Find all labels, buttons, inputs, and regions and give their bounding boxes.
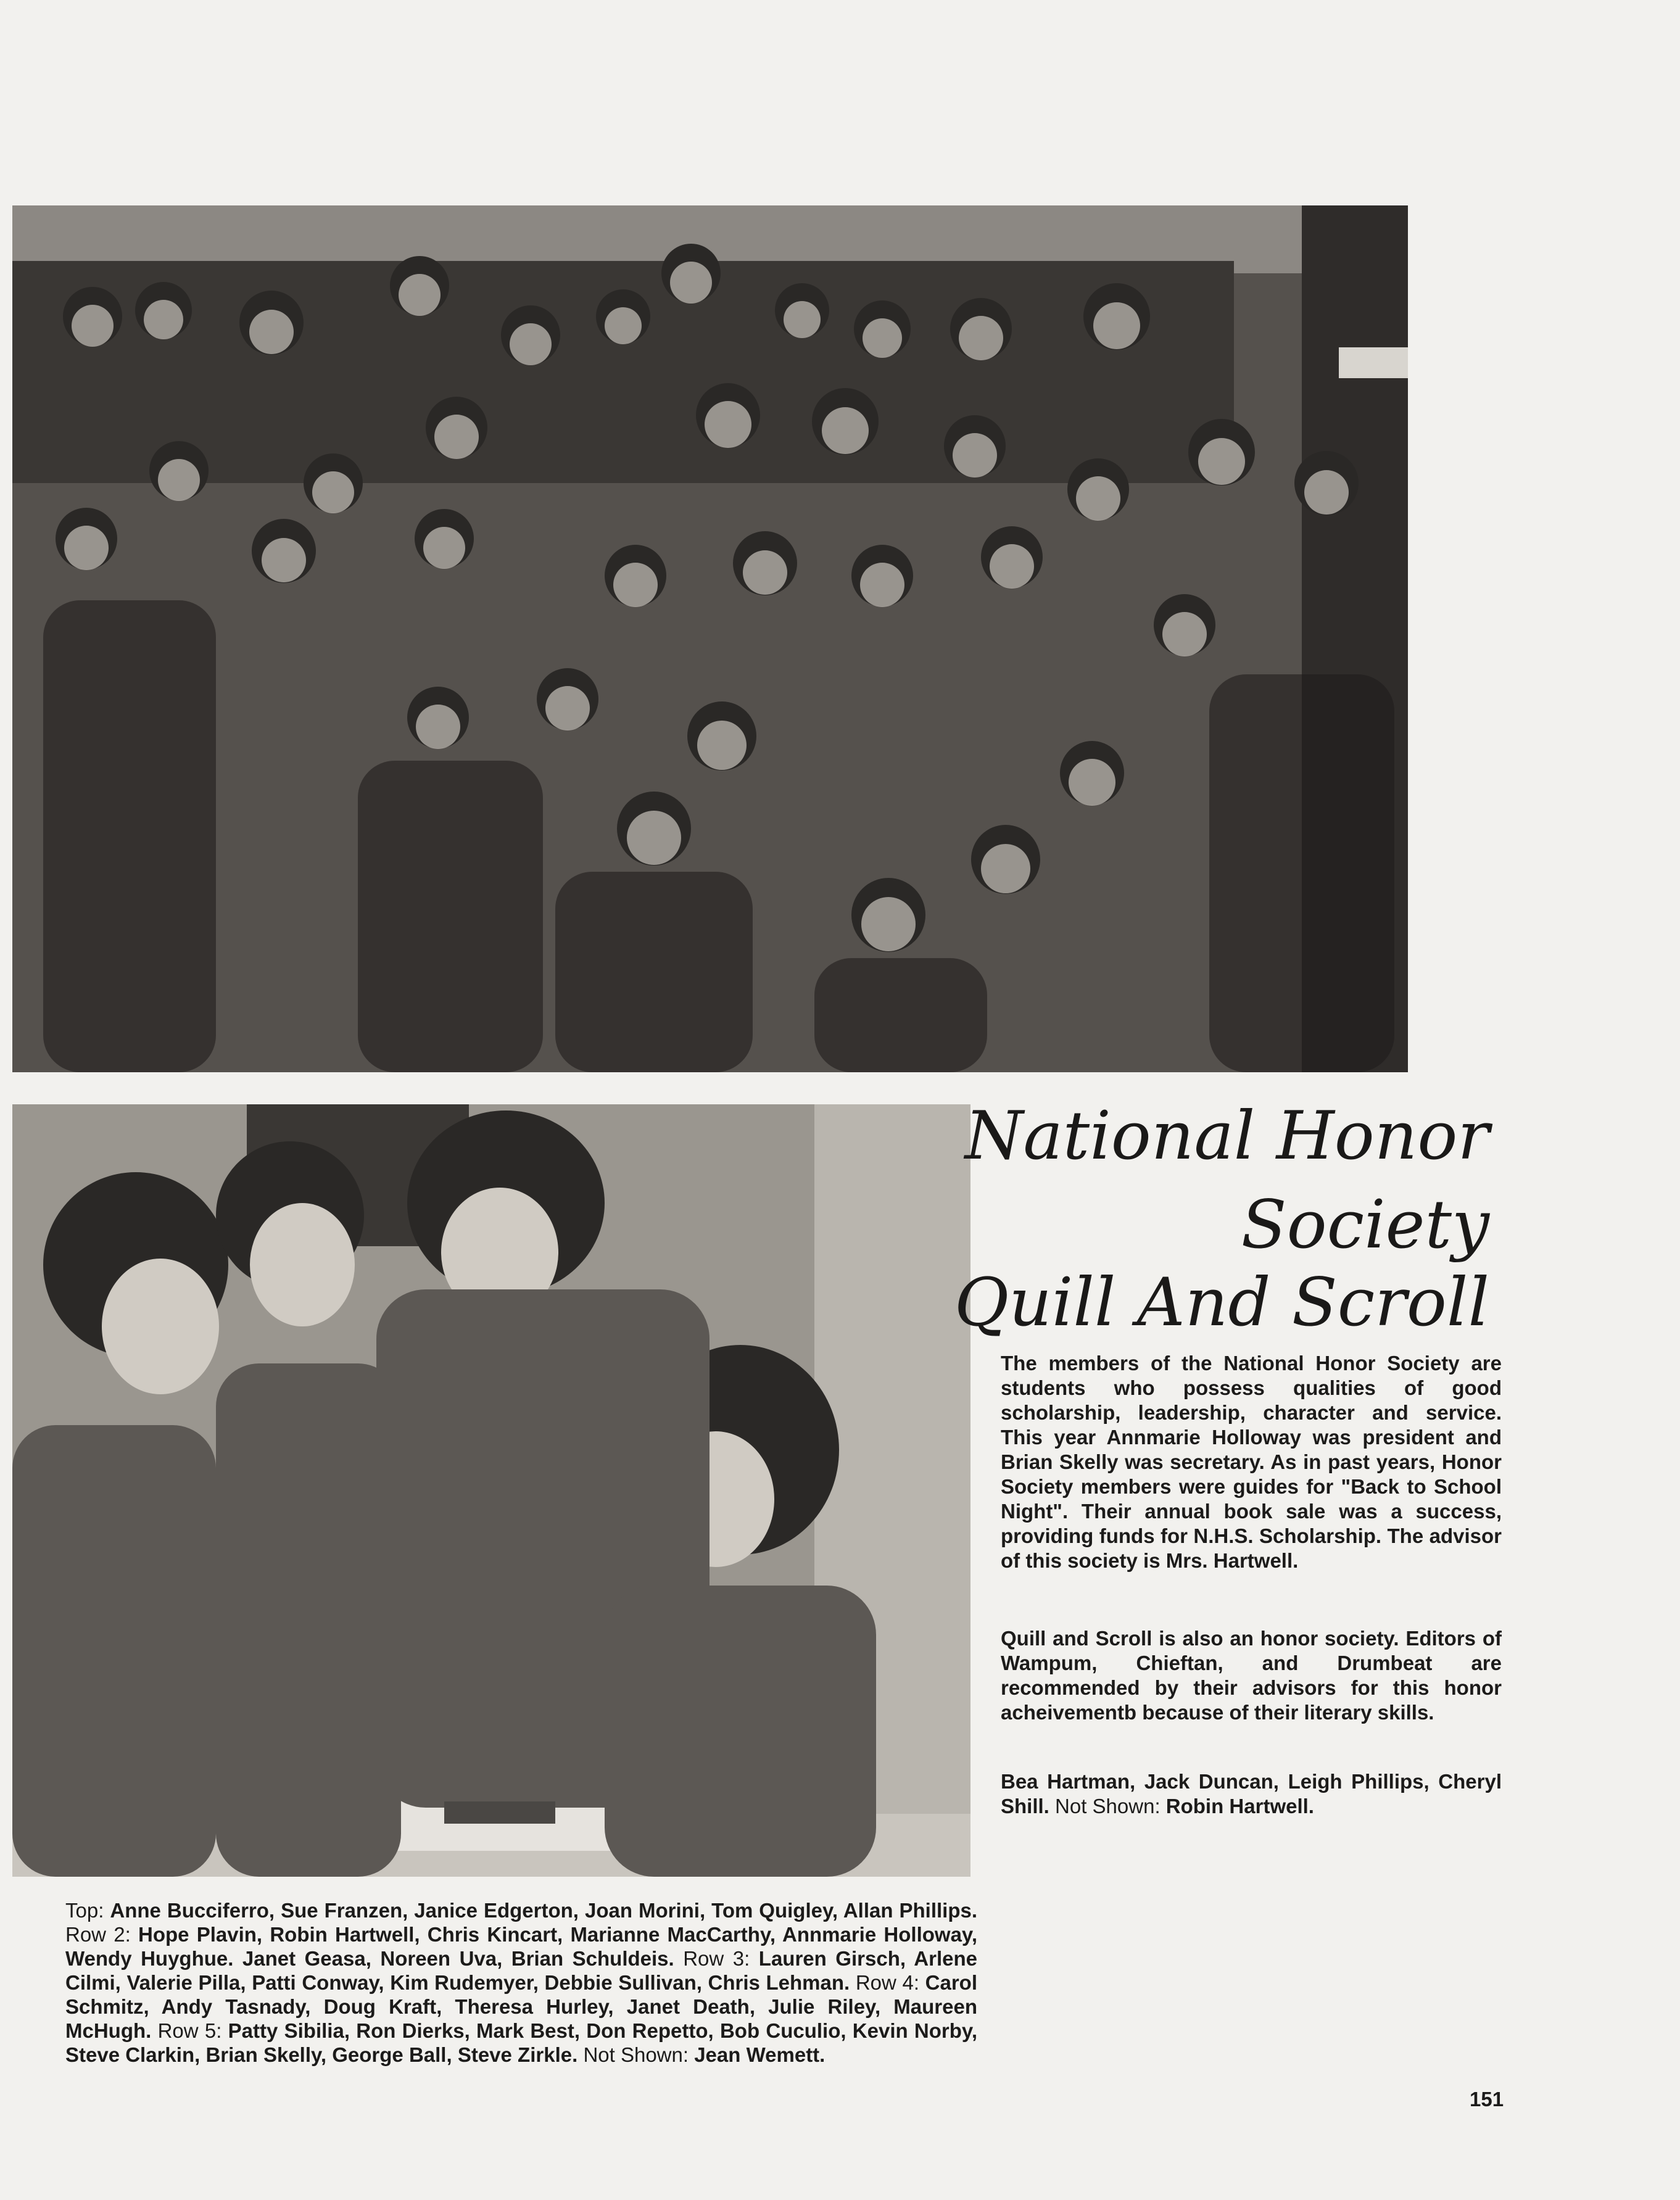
quill-and-scroll-photo	[12, 1104, 970, 1877]
page-title-line-3: Quill And Scroll	[954, 1264, 1489, 1341]
caption-not-shown-label: Not Shown:	[583, 2043, 689, 2066]
quill-caption-names: Bea Hartman, Jack Duncan, Leigh Phillips, Cheryl Shill.	[1001, 1770, 1502, 1817]
caption-not-shown-names: Jean Wemett.	[694, 2043, 826, 2066]
page-title-line-1: National Honor	[964, 1098, 1489, 1175]
honor-society-paragraph: The members of the National Honor Society are students who possess qualities of good scholarship, leadership, character and service. This year Annmarie Holloway was president and Brian Skelly was secretary. As in past years, Honor Society members were guides for "Back to School Night". Their annual book sale was a success, providing funds for N.H.S. Scholarship. The advisor of this society is Mrs. Hartwell.	[1001, 1352, 1502, 1572]
quill-and-scroll-photo-caption	[1001, 1769, 1502, 1819]
caption-row2-label: Row 2:	[65, 1923, 131, 1946]
caption-row3-label: Row 3:	[683, 1947, 750, 1970]
quill-and-scroll-photo-illustration	[12, 1104, 970, 1877]
quill-caption-not-shown-label: Not Shown:	[1055, 1795, 1161, 1817]
group-photo-national-honor-society	[12, 205, 1408, 1072]
caption-row5-names: Patty Sibilia, Ron Dierks, Mark Best, Don Repetto, Bob Cuculio, Kevin Norby, Steve Clarkin, Brian Skelly, George Ball, Steve Zirkle.	[65, 2019, 977, 2066]
caption-row2-names: Hope Plavin, Robin Hartwell, Chris Kincart, Marianne MacCarthy, Annmarie Holloway, Wendy Huyghue. Janet Geasa, Noreen Uva, Brian Schuldeis.	[65, 1923, 977, 1970]
caption-row4-label: Row 4:	[855, 1971, 920, 1994]
caption-row5-label: Row 5:	[157, 2019, 222, 2042]
quill-and-scroll-paragraph: Quill and Scroll is also an honor society. Editors of Wampum, Chieftan, and Drumbeat are recommended by their advisors for this honor acheivementb because of their literary skills.	[1001, 1627, 1502, 1724]
caption-row3-names: Lauren Girsch, Arlene Cilmi, Valerie Pilla, Patti Conway, Kim Rudemyer, Debbie Sullivan, Chris Lehman.	[65, 1947, 978, 1994]
page-title-line-2: Society	[1241, 1186, 1489, 1263]
group-photo-illustration	[12, 205, 1408, 1072]
caption-top-names: Anne Bucciferro, Sue Franzen, Janice Edgerton, Joan Morini, Tom Quigley, Allan Phillips.	[110, 1899, 978, 1922]
page-number: 151	[1470, 2088, 1504, 2111]
group-photo-caption	[65, 1898, 977, 2067]
caption-row4-names: Carol Schmitz, Andy Tasnady, Doug Kraft, Theresa Hurley, Janet Death, Julie Riley, Maureen McHugh.	[65, 1971, 978, 2042]
caption-top-label: Top:	[65, 1899, 104, 1922]
quill-caption-not-shown-names: Robin Hartwell.	[1165, 1795, 1314, 1817]
